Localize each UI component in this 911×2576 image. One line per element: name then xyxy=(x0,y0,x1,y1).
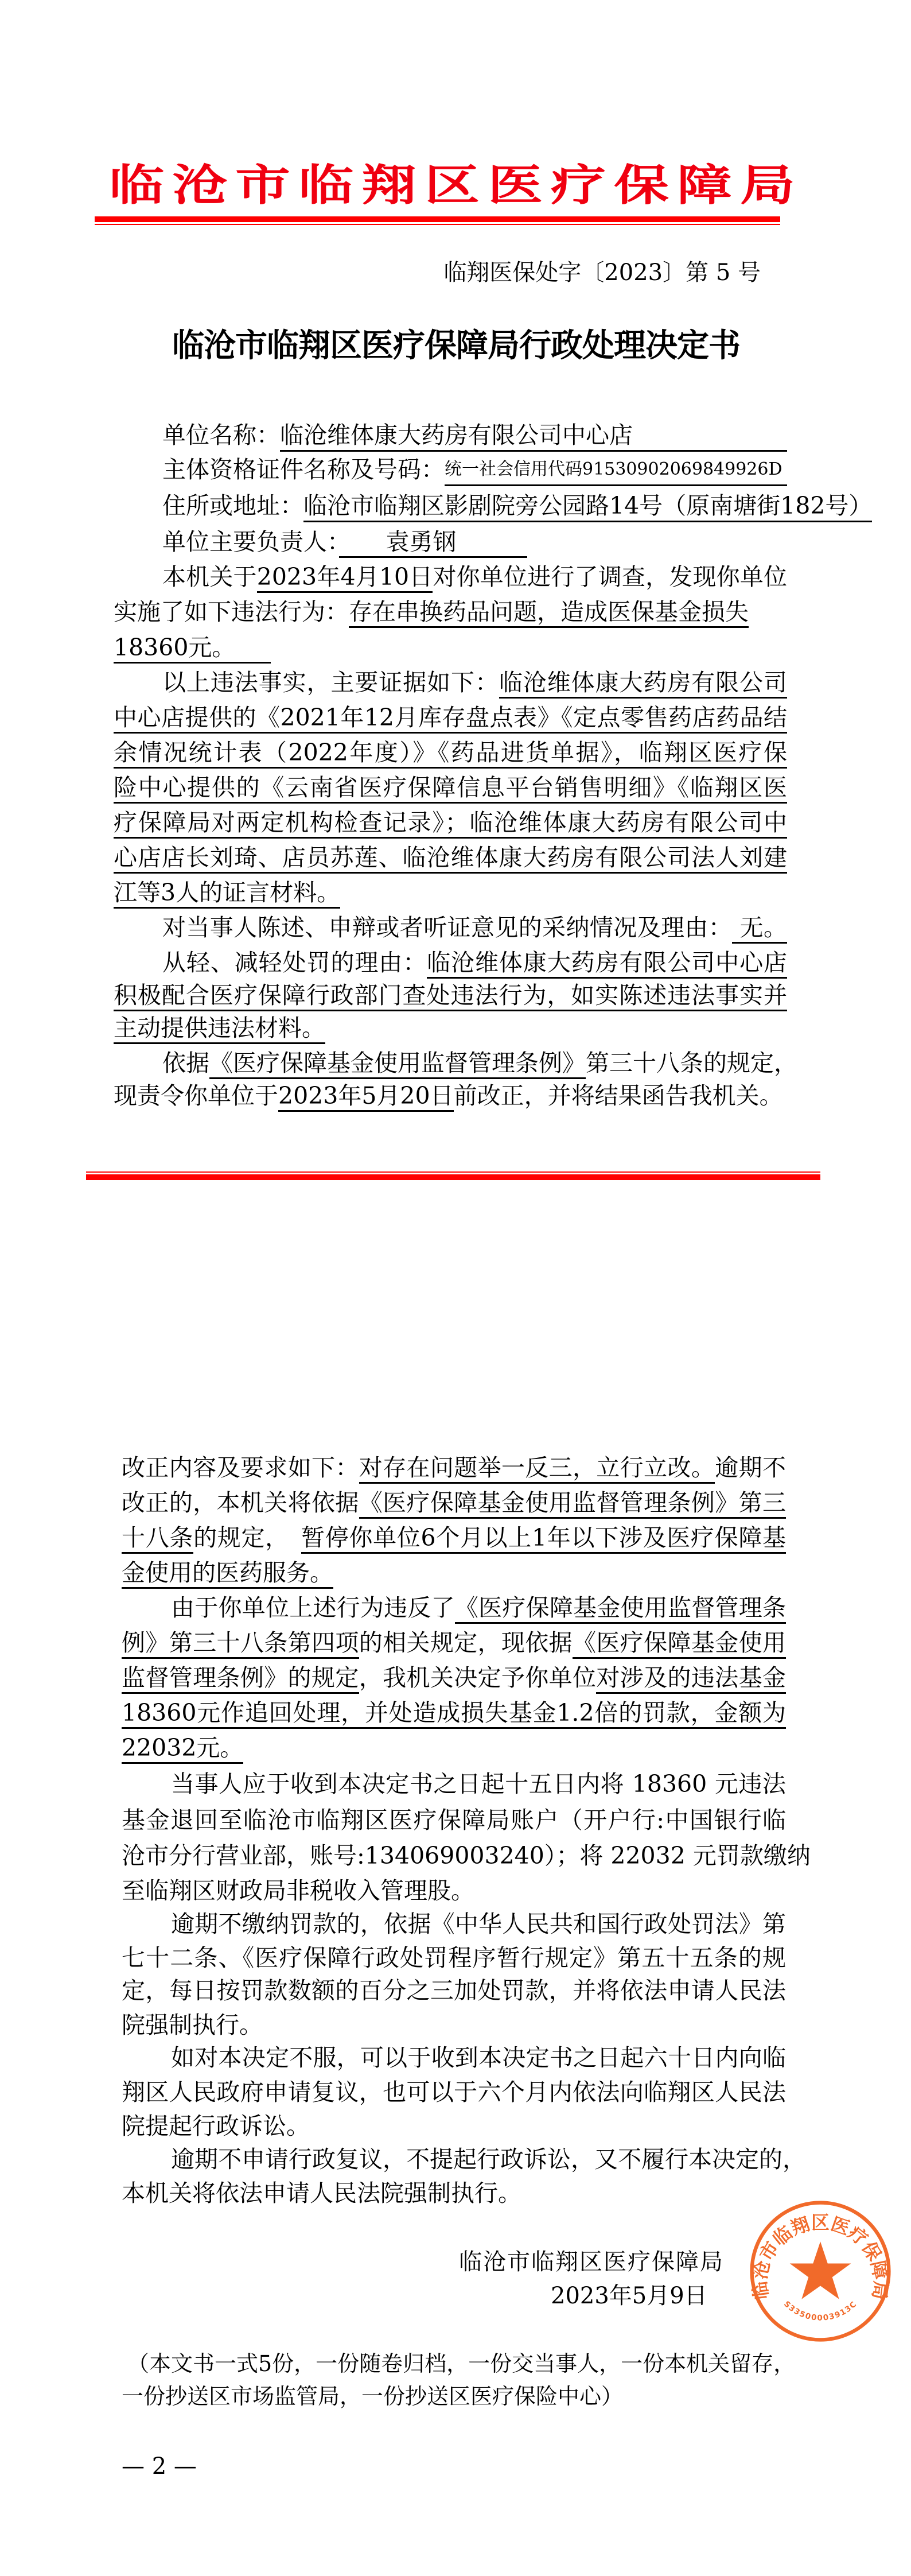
page1-text-line xyxy=(114,773,787,802)
underlined-field-text: 主动提供违法材料。 xyxy=(114,1014,325,1044)
underlined-field-text: 《医疗保障基金使用监督管理条 xyxy=(455,1594,786,1624)
header-red-rule-thin xyxy=(95,224,780,225)
underlined-field-text: 临沧维体康大药房有限公司 xyxy=(499,669,787,699)
body-text: 七十二条、《医疗保障行政处罚程序暂行规定》第五十五条的规 xyxy=(122,1944,786,1972)
body-text: 改正的，本机关将依据 xyxy=(122,1489,359,1516)
body-text: 第三十八条的规定， xyxy=(586,1049,797,1077)
page2-text-line xyxy=(122,1663,786,1692)
page1-text-line xyxy=(114,633,271,662)
body-text: 主体资格证件名称及号码： xyxy=(162,456,445,483)
underlined-field-text: 《医疗保障基金使用 xyxy=(573,1629,786,1659)
underlined-field-text: 存在串换药品问题，造成医保基金损失 xyxy=(349,598,749,628)
underlined-field-text: 暂停你单位6个月以上1年以下涉及医疗保障基 xyxy=(301,1524,786,1554)
signature-org: 临沧市临翔区医疗保障局 xyxy=(459,2249,724,2275)
page2-text-line xyxy=(122,1876,474,1905)
page2-text-line xyxy=(122,2112,310,2140)
page2-text-line xyxy=(171,2043,786,2072)
body-text: 对当事人陈述、申辩或者听证意见的采纳情况及理由： xyxy=(162,914,733,941)
body-text: 由于你单位上述行为违反了 xyxy=(171,1594,455,1621)
underlined-field-text: 疗保障局对两定机构检查记录》；临沧维体康大药房有限公司中 xyxy=(114,809,787,839)
header-red-rule-thick xyxy=(95,216,780,222)
underlined-field-text: 22032元。 xyxy=(122,1734,243,1764)
underlined-field-text: 袁勇钢 xyxy=(339,528,527,558)
page2-text-line xyxy=(122,2179,521,2208)
body-text: 本机关于 xyxy=(162,563,257,591)
underlined-field-text: 统一社会信用代码91530902069849926D xyxy=(445,455,787,486)
underlined-field-text: 余情况统计表（2022年度）》《药品进货单据》，临翔区医疗保 xyxy=(114,739,787,769)
body-text: 住所或地址： xyxy=(162,492,303,519)
page2-text-line xyxy=(171,1910,786,1938)
underlined-field-text: 18360元。 xyxy=(114,634,271,664)
body-text: 对你单位进行了调查，发现你单位 xyxy=(433,563,787,591)
page2-text-line xyxy=(122,1733,243,1762)
underlined-field-text: 临沧维体康大药房有限公司中心店 xyxy=(280,421,787,452)
page2-text-line xyxy=(171,2145,806,2174)
page2-text-line xyxy=(171,1593,786,1622)
body-text: 逾期不 xyxy=(715,1454,787,1481)
body-text: 定，每日按罚款数额的百分之三加处罚款，并将依法申请人民法 xyxy=(122,1977,786,2004)
underlined-field-text: 积极配合医疗保障行政部门查处违法行为，如实陈述违法事实并 xyxy=(114,981,787,1011)
page2-text-line xyxy=(122,1698,786,1727)
body-text: 院提起行政诉讼。 xyxy=(122,2112,310,2140)
org-header: 临沧市临翔区医疗保障局 xyxy=(109,160,803,211)
underlined-field-text: 十八条 xyxy=(122,1524,193,1554)
document-title: 临沧市临翔区医疗保障局行政处理决定书 xyxy=(172,327,740,364)
underlined-field-text: 18360元作追回处理，并处造成损失基金1.2倍的罚款，金额为 xyxy=(122,1699,786,1729)
underlined-field-text: 险中心提供的《云南省医疗保障信息平台销售明细》《临翔区医 xyxy=(114,774,787,804)
underlined-field-text: 心店店长刘琦、店员苏莲、临沧维体康大药房有限公司法人刘建 xyxy=(114,844,787,874)
page1-text-line xyxy=(114,878,340,907)
body-text: 逾期不缴纳罚款的，依据《中华人民共和国行政处罚法》第 xyxy=(171,1910,786,1938)
copies-note-line-1: （本文书一式5份，一份随卷归档，一份交当事人，一份本机关留存， xyxy=(127,2351,796,2376)
page2-text-line xyxy=(122,1976,786,2005)
body-text: 当事人应于收到本决定书之日起十五日内将 18360 元违法 xyxy=(171,1770,786,1798)
page1-text-line xyxy=(162,562,787,591)
underlined-field-text: 对存在问题举一反三，立行立改。 xyxy=(359,1454,715,1484)
copies-note-line-2: 一份抄送区市场监管局，一份抄送区医疗保险中心） xyxy=(122,2384,624,2409)
body-text: 如对本决定不服，可以于收到本决定书之日起六十日内向临 xyxy=(171,2044,786,2071)
body-text: 的相关规定，现依据 xyxy=(359,1629,573,1656)
body-text: 从轻、减轻处罚的理由： xyxy=(162,949,427,976)
underlined-field-text: 2023年4月10日 xyxy=(257,563,433,593)
footer-red-rule-thin xyxy=(86,1171,820,1173)
body-text: ，我机关决定予你单位 xyxy=(359,1664,597,1692)
body-text: 以上违法事实，主要证据如下： xyxy=(162,669,499,696)
underlined-field-text: 中心店提供的《2021年12月库存盘点表》《定点零售药店药品结 xyxy=(114,704,787,734)
page2-text-line xyxy=(122,1488,786,1517)
body-text: 沧市分行营业部，账号:134069003240）；将 22032 元罚款缴纳 xyxy=(122,1842,811,1869)
page1-text-line xyxy=(114,1081,783,1110)
page1-text-line xyxy=(162,527,527,556)
page2-text-line xyxy=(122,1806,786,1834)
page2-text-line xyxy=(122,1453,786,1482)
page2-text-line xyxy=(122,2011,263,2039)
body-text: 本机关将依法申请人民法院强制执行。 xyxy=(122,2179,521,2207)
underlined-field-text: 对涉及的违法基金 xyxy=(596,1664,786,1694)
page1-text-line xyxy=(162,948,787,977)
body-text: 至临翔区财政局非税收入管理股。 xyxy=(122,1877,474,1904)
underlined-field-text: 金使用的医药服务。 xyxy=(122,1559,333,1589)
body-text: 改正内容及要求如下： xyxy=(122,1454,359,1481)
page1-text-line xyxy=(114,738,787,767)
body-text: 实施了如下违法行为： xyxy=(114,598,349,626)
page2-text-line xyxy=(122,1558,333,1587)
page1-text-line xyxy=(114,703,787,732)
underlined-field-text: 无。 xyxy=(732,914,787,944)
underlined-field-text: 《医疗保障基金使用监督管理条例》第三 xyxy=(359,1489,786,1519)
page2-text-line xyxy=(171,1770,786,1798)
official-seal xyxy=(749,2199,892,2343)
underlined-field-text: 临沧维体康大药房有限公司中心店 xyxy=(427,949,787,979)
page2-text-line xyxy=(122,1628,786,1657)
body-text: 的规定， xyxy=(193,1524,302,1551)
page1-text-line xyxy=(114,843,787,872)
page2-text-line xyxy=(122,1523,786,1552)
page-number: — 2 — xyxy=(122,2453,197,2480)
signature-date: 2023年5月9日 xyxy=(551,2283,707,2309)
underlined-field-text: 临沧市临翔区影剧院旁公园路14号（原南塘街182号） xyxy=(303,491,872,522)
body-text: 单位名称： xyxy=(162,421,280,449)
body-text: 院强制执行。 xyxy=(122,2011,263,2039)
page1-text-line xyxy=(114,808,787,837)
page1-text-line xyxy=(162,913,787,942)
page2-text-line xyxy=(122,2078,786,2106)
underlined-field-text: 《医疗保障基金使用监督管理条例》 xyxy=(209,1049,586,1079)
body-text: 逾期不申请行政复议，不提起行政诉讼，又不履行本决定的， xyxy=(171,2146,806,2173)
seal-ring-text: 临沧市临翔区医疗保障局 xyxy=(749,2212,892,2301)
body-text: 单位主要负责人： xyxy=(162,528,339,556)
page1-text-line xyxy=(114,981,787,1010)
body-text: 翔区人民政府申请复议，也可以于六个月内依法向临翔区人民法 xyxy=(122,2078,786,2106)
page1-text-line xyxy=(162,668,787,697)
underlined-field-text: 江等3人的证言材料。 xyxy=(114,879,340,909)
footer-red-rule-thick xyxy=(86,1174,820,1180)
body-text: 前改正，并将结果函告我机关。 xyxy=(453,1082,783,1109)
star-icon xyxy=(790,2241,851,2299)
seal-code: S33500003913C xyxy=(781,2299,859,2323)
underlined-field-text: 监督管理条例》的规定 xyxy=(122,1664,359,1694)
underlined-field-text: 2023年5月20日 xyxy=(278,1082,454,1112)
body-text: 依据 xyxy=(162,1049,209,1077)
body-text: 现责令你单位于 xyxy=(114,1082,278,1109)
page1-text-line xyxy=(114,598,749,626)
page1-text-line xyxy=(162,455,787,486)
underlined-field-text: 例》第三十八条第四项 xyxy=(122,1629,359,1659)
document-number: 临翔医保处字〔2023〕第 5 号 xyxy=(443,259,761,286)
page1-text-line xyxy=(114,1014,325,1042)
page1-text-line xyxy=(162,1049,797,1077)
page1-text-line xyxy=(162,421,787,452)
page2-text-line xyxy=(122,1943,786,1972)
page1-text-line xyxy=(162,491,873,522)
body-text: 基金退回至临沧市临翔区医疗保障局账户（开户行:中国银行临 xyxy=(122,1806,786,1834)
page2-text-line xyxy=(122,1841,811,1870)
